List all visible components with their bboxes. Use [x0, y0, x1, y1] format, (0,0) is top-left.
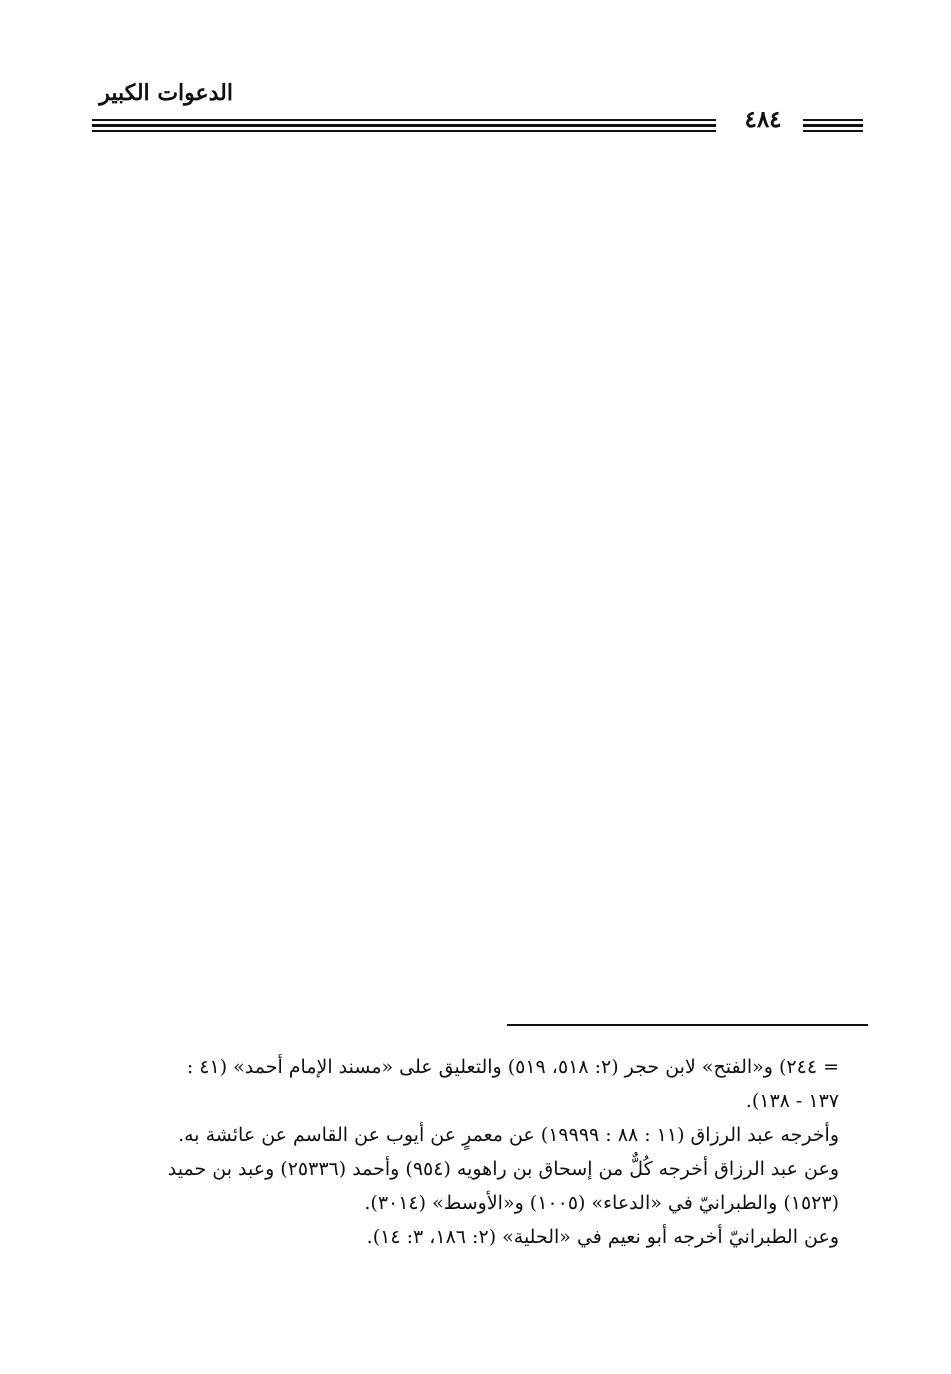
footnotes [92, 1050, 839, 1254]
header-rule [803, 119, 863, 121]
footnote-line: ١٣٧ - ١٣٨). [745, 1090, 839, 1112]
header-rule [92, 119, 716, 121]
header-rule [803, 124, 863, 127]
footnote-line: وعن عبد الرزاق أخرجه كُلٌّ من إسحاق بن راهويه (٩٥٤) وأحمد (٢٥٣٣٦) وعبد بن حميد [167, 1158, 839, 1180]
footnote-line: = ٢٤٤) و«الفتح» لابن حجر (٢: ٥١٨، ٥١٩) والتعليق على «مسند الإمام أحمد» (٤١ : [186, 1056, 839, 1078]
page-number: ٤٨٤ [744, 106, 782, 133]
header-rule [803, 130, 863, 132]
footnote-line: وعن الطبرانيّ أخرجه أبو نعيم في «الحلية» (٢: ١٨٦، ٣: ١٤). [366, 1226, 839, 1248]
page-header [0, 0, 951, 140]
footnote-line: وأخرجه عبد الرزاق (١١ : ٨٨ : ١٩٩٩٩) عن معمرٍ عن أيوب عن القاسم عن عائشة به. [178, 1124, 839, 1146]
header-rule [92, 124, 716, 127]
footnote-line: (١٥٢٣) والطبرانيّ في «الدعاء» (١٠٠٥) و«الأوسط» (٣٠١٤). [364, 1192, 839, 1214]
footnote-separator [507, 1024, 868, 1026]
header-rule [92, 130, 716, 132]
running-title: الدعوات الكبير [99, 80, 233, 106]
